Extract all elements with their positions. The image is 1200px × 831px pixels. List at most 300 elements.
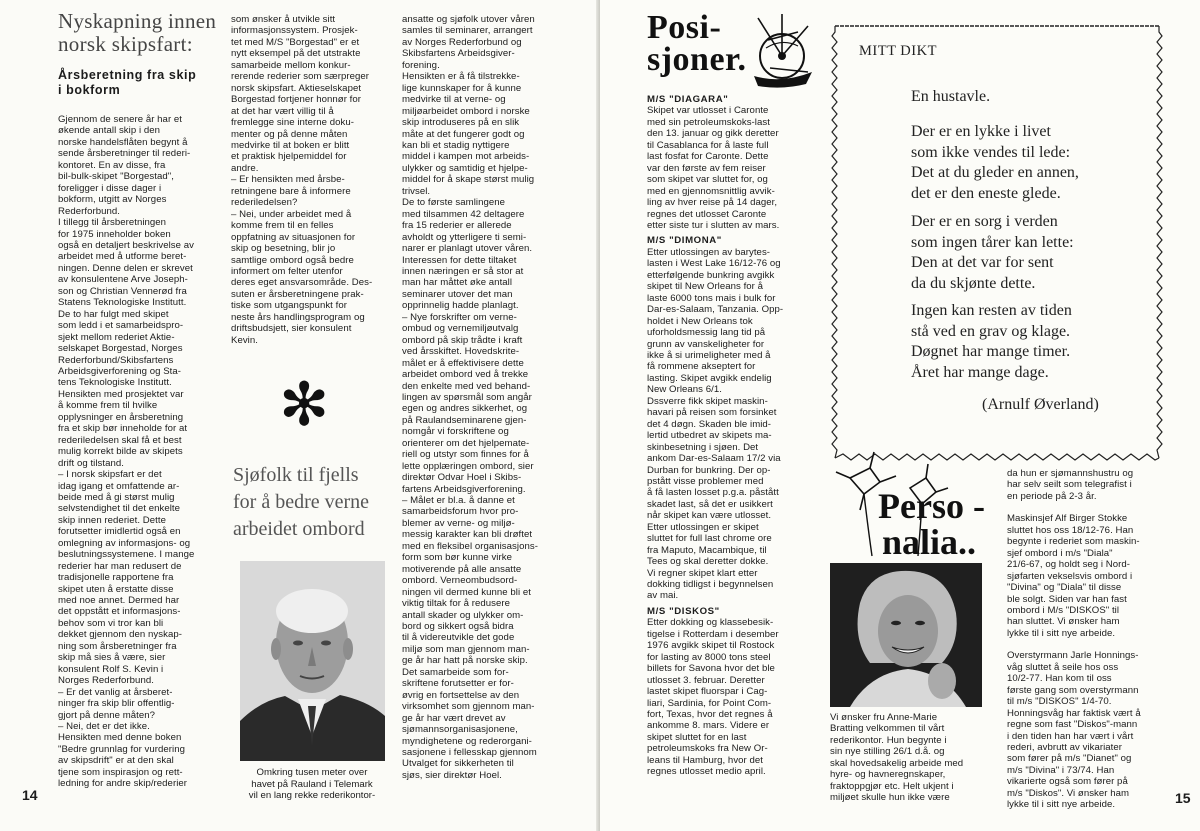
text-line: andre. xyxy=(231,162,259,174)
text-line: skipet sluttet for en last xyxy=(647,731,747,743)
text-line: fra et skip bør inneholde for at xyxy=(58,423,188,435)
page-number-right: 15 xyxy=(1175,790,1191,806)
text-line: suten er årsberetningene prak- xyxy=(231,288,364,300)
text-line: etterfølgende bunkring avgikk xyxy=(647,269,775,281)
text-line: rederikontor. Hun begynte i xyxy=(830,734,947,746)
text-line: som fører på m/s "Dianet" og xyxy=(1007,753,1132,765)
poem-stanza-2 xyxy=(911,212,1074,294)
text-line: måte at det fungerer godt og xyxy=(402,128,525,140)
text-line: – Nye forskrifter om verne- xyxy=(402,311,517,323)
text-line: arbeidet med å utforme beret- xyxy=(58,251,187,263)
text-line: skip og besetning, blir jo xyxy=(231,243,336,255)
text-line: Arbeidsgiverforening og Sta- xyxy=(58,365,181,377)
text-line: skadet last, så det er usikkert xyxy=(647,498,773,510)
portrait-photo xyxy=(240,561,385,761)
text-line: et praktisk hjelpemiddel for xyxy=(231,151,347,163)
text-line: driftsbudsjett, sier konsulent xyxy=(231,323,352,335)
text-line: beide med å gi størst mulig xyxy=(58,491,175,503)
text-line: skip introduseres på en slik xyxy=(402,117,520,129)
text-line: virksomhet som gjennom man- xyxy=(402,701,535,713)
headline xyxy=(58,10,216,56)
caption-line: havet på Rauland i Telemark xyxy=(251,778,373,790)
text-line: lastet skipet fluorspar i Cag- xyxy=(647,686,768,698)
text-line: Det samarbeide som for- xyxy=(402,666,509,678)
text-line: motiverende på alle ansatte xyxy=(402,563,522,575)
text-line: rederi, avbrutt av vikariater xyxy=(1007,741,1123,753)
text-line: har selv seilt som telegrafist i xyxy=(1007,479,1132,491)
text-line: tet med M/S "Borgestad" er et xyxy=(231,36,360,48)
text-line: for 1975 inneholder boken xyxy=(58,228,171,240)
text-line: ningen. Denne delen er skrevet xyxy=(58,262,193,274)
portrait-caption xyxy=(232,767,392,802)
text-line: informasjonssystem. Prosjek- xyxy=(231,25,358,37)
poem-line: Der er en sorg i verden xyxy=(911,213,1058,230)
text-line: norsk skipsfart. Aktieselskapet xyxy=(231,82,362,94)
text-line: fartens Arbeidsgiverforening. xyxy=(402,483,526,495)
text-line: holdet i New Orleans tok xyxy=(647,315,753,327)
text-line: en periode på 2-3 år. xyxy=(1007,490,1097,502)
text-line: Gjennom de senere år har et xyxy=(58,114,183,125)
text-line: han sluttet. Vi ønsker ham xyxy=(1007,616,1120,628)
text-line: – Er hensikten med årsbe- xyxy=(231,174,345,186)
text-line: middel i kampen mot arbeids- xyxy=(402,151,530,163)
text-line: som ønsker å utvikle sitt xyxy=(231,14,336,25)
text-line: m/s "Divina" i 73/74. Han xyxy=(1007,764,1115,776)
text-line: Vi regner skipet klart etter xyxy=(647,567,758,579)
text-line: ankom Dar-es-Salaam 17/2 via xyxy=(647,453,781,465)
text-line: Vi ønsker fru Anne-Marie xyxy=(830,712,938,723)
text-line: bord og sikkert også bidra xyxy=(402,621,514,633)
text-line: skip må sies å være, sier xyxy=(58,652,166,664)
text-line: opprinnelig hadde planlagt. xyxy=(402,300,519,312)
text-line: sjømannsorganisasjonene, xyxy=(402,724,518,736)
text-line: last fosfat for Caronte. Dette xyxy=(647,151,769,163)
text-line: Dar-es-Salaam, Tanzania. Opp- xyxy=(647,304,784,316)
poem-label: MITT DIKT xyxy=(859,43,937,59)
text-line: messig karakter kan bli drøftet xyxy=(402,529,533,541)
text-line: øvrig en fortsettelse av den xyxy=(402,689,520,701)
text-line: son og Christian Vennerød fra xyxy=(58,285,187,297)
text-line: lingen av spørsmål som angår xyxy=(402,391,532,403)
text-line: sluttet hos oss 18/12-76. Han xyxy=(1007,524,1134,536)
poem-line: Ingen kan resten av tiden xyxy=(911,302,1072,319)
text-line: Overstyrmann Jarle Honnings- xyxy=(1007,650,1139,662)
poem-line: Den at det var for sent xyxy=(911,254,1054,271)
text-line: direktør Odvar Hoel i Skibs- xyxy=(402,472,522,484)
text-line: skriftene forutsetter er for- xyxy=(402,678,514,690)
text-line: skipet til New Orleans for å xyxy=(647,281,764,293)
posisjoner-line: Posi- xyxy=(647,9,722,46)
text-line: sjef ombord i m/s "Diala" xyxy=(1007,547,1113,559)
personalia-heading xyxy=(878,488,985,560)
text-line: Etter dokking og klassebesik- xyxy=(647,617,774,629)
text-line: I tillegg til årsberetningen xyxy=(58,217,167,229)
text-line: Statens Teknologiske Institutt. xyxy=(58,297,187,309)
text-line: forutsetter imidlertid også en xyxy=(58,526,181,538)
text-line: nomgår vi forskriftene og xyxy=(402,426,509,438)
text-line: fra 15 rederier er allerede xyxy=(402,220,512,232)
text-line: ningen vil dermed kunne bli et xyxy=(402,586,531,598)
text-line: lasten i West Lake 16/12-76 og xyxy=(647,258,781,270)
text-line: var den første av fem reiser xyxy=(647,162,766,174)
posisjoner-heading xyxy=(647,9,747,78)
text-line: deres eget ansvarsområde. Des- xyxy=(231,277,373,289)
text-line: Norges Rederforbund. xyxy=(58,675,154,687)
text-line: at det har vært villig til å xyxy=(231,105,334,117)
text-line: etter siste tur i slutten av mars. xyxy=(647,219,780,231)
text-line: skal hovedsakelig arbeide med xyxy=(830,757,964,769)
personalia-column xyxy=(1007,468,1167,811)
text-line: fremlegge sine interne doku- xyxy=(231,117,354,129)
text-line: – Målet er bl.a. å danne et xyxy=(402,495,515,507)
text-line: lasting. Skipet avgikk endelig xyxy=(647,372,772,384)
text-line: lette opplæringen ombord, sier xyxy=(402,460,534,472)
ship-heading: M/S "DIAGARA" xyxy=(647,94,729,105)
text-line: samarbeidsforum hvor pro- xyxy=(402,506,519,518)
text-line: tjene som inspirasjon og rett- xyxy=(58,766,183,778)
text-line xyxy=(1007,502,1167,513)
text-line: uforholdsmessig lang tid på xyxy=(647,327,766,339)
section-title-line: Årsberetning fra skip xyxy=(58,68,197,82)
text-line: rederier har man redusert de xyxy=(58,560,182,572)
text-line: regnes utlosset medio april. xyxy=(647,766,766,778)
text-line: – Nei, under arbeidet med å xyxy=(231,208,352,220)
text-line: ikke å si urimeligheter med å xyxy=(647,349,771,361)
text-line: Rederforbund/Skibsfartens xyxy=(58,354,174,366)
text-line: Bratting velkommen til vårt xyxy=(830,723,945,735)
text-line: Etter utlossingen av barytes- xyxy=(647,246,771,258)
text-line: på Raulandseminarene gjen- xyxy=(402,414,527,426)
text-line: rerende rederier som særpreger xyxy=(231,71,369,83)
text-line: i den tiden han har vært i vårt xyxy=(1007,730,1134,742)
text-line: narer er planlagt utover våren. xyxy=(402,243,533,255)
caption-line: vil en lang rekke rederikontor- xyxy=(248,790,376,801)
text-line: Rederforbund. xyxy=(58,205,120,217)
article-column-1 xyxy=(58,114,216,790)
text-line: nytt eksempel på det utstrakte xyxy=(231,48,361,60)
text-line: som skipet var sluttet for, og xyxy=(647,174,768,186)
text-line: middel for å skape størst mulig xyxy=(402,174,535,186)
text-line: riell og utstyr som finnes for å xyxy=(402,449,529,461)
text-line: ombord på skip trådte i kraft xyxy=(402,334,523,346)
text-line: som ledd i et samarbeidspro- xyxy=(58,320,184,332)
text-line xyxy=(1007,639,1167,650)
text-line: antall skader og ulykker om- xyxy=(402,609,524,621)
text-line: liari, Sardinia, for Point Com- xyxy=(647,697,772,709)
text-line: selskapet Borgestad, Norges xyxy=(58,343,183,355)
text-line: skip innen rederiet. Dette xyxy=(58,514,166,526)
text-line: dokking tidligst i begynnelsen xyxy=(647,579,774,591)
text-line: orienterer om det hjelpemate- xyxy=(402,437,530,449)
portrait-man-image xyxy=(240,561,385,761)
poem-line: som ingen tårer kan lette: xyxy=(911,233,1074,251)
text-line: informert om felter utenfor xyxy=(231,265,343,277)
text-line: 10/2-77. Han kom til oss xyxy=(1007,673,1112,685)
text-line: tens Teknologiske Institutt. xyxy=(58,377,172,389)
text-line: behov som vi tror kan bli xyxy=(58,617,164,629)
text-line: Borgestad fortjener honnør for xyxy=(231,94,362,106)
text-line: tradisjonelle rapportene fra xyxy=(58,572,174,584)
poem-line: da du skjønte dette. xyxy=(911,274,1036,292)
text-line: ge år har hatt på norske skip. xyxy=(402,655,528,667)
text-line: petroleumskoks fra New Or- xyxy=(647,743,768,755)
text-line: sin nye stilling 26/1 d.å. og xyxy=(830,746,945,758)
text-line: blemer av verne- og miljø- xyxy=(402,517,515,529)
text-line: økende antall skip i den xyxy=(58,125,160,137)
right-page xyxy=(600,0,1200,831)
text-line: våg sluttet å seile hos oss xyxy=(1007,661,1119,673)
text-line: arbeidet ombord ved å trekke xyxy=(402,369,529,381)
text-line: 1976 avgikk skipet til Rostock xyxy=(647,640,775,652)
text-line: av mai. xyxy=(647,590,679,602)
text-line: det 4 døgn. Skaden ble imid- xyxy=(647,418,772,430)
poem-line: Året har mange dage. xyxy=(911,363,1049,381)
asterisk-ornament: ✻ xyxy=(279,370,330,440)
text-line: avholdt og ytterligere ti semi- xyxy=(402,231,527,243)
text-line: laste 6000 tons mais i bulk for xyxy=(647,292,776,304)
text-line: med sin petroleumskoks-last xyxy=(647,116,770,128)
text-line: ge år har vært drevet av xyxy=(402,712,506,724)
headline-line: norsk skipsfart: xyxy=(58,32,193,56)
personalia-line: Perso - xyxy=(878,486,985,526)
text-line: grunn av vanskeligheter for xyxy=(647,338,765,350)
woman-photo xyxy=(830,563,982,707)
text-line: forening. xyxy=(402,59,440,71)
text-line: fraktoppgjør etc. Helt ukjent i xyxy=(830,780,954,792)
poem-line: som ikke vendes til lede: xyxy=(911,143,1071,161)
text-line: pstått visse problemer med xyxy=(647,475,764,487)
text-line: Hensikten med prosjektet var xyxy=(58,388,184,400)
text-line: tigelse i Rotterdam i desember xyxy=(647,628,779,640)
text-line: bokform, utgitt av Norges xyxy=(58,194,167,206)
text-line: foreligger i disse dager i xyxy=(58,182,162,194)
text-line: med en gjennomsnittlig avvik- xyxy=(647,185,775,197)
text-line: kontoret. En av disse, fra xyxy=(58,159,166,171)
text-line: ved årsskiftet. Hovedskrite- xyxy=(402,346,520,358)
text-line: til Casablanca for å laste full xyxy=(647,139,769,151)
text-line: ombud og vernemiljøutvalg xyxy=(402,323,519,335)
text-line: første gang som overstyrmann xyxy=(1007,684,1139,696)
text-line: lykke til i sitt nye arbeide. xyxy=(1007,799,1116,811)
text-line: ble solgt. Siden var han fast xyxy=(1007,593,1127,605)
subhead-line: Sjøfolk til fjells xyxy=(233,464,359,486)
text-line: myndighetene og rederorgani- xyxy=(402,735,532,747)
text-line: drift og tilstand. xyxy=(58,457,124,469)
portrait-woman-image xyxy=(830,563,982,707)
text-line: ankomme 8. mars. Videre er xyxy=(647,720,770,732)
text-line: lykke til i sitt nye arbeide. xyxy=(1007,627,1116,639)
text-line: mulig korrekt bilde av skipets xyxy=(58,446,183,458)
headline-line: Nyskapning innen xyxy=(58,9,217,33)
text-line: man har måttet øke antall xyxy=(402,277,513,289)
text-line: Utvalget for sikkerheten til xyxy=(402,758,514,770)
poem-line: Der er en lykke i livet xyxy=(911,123,1051,140)
text-line: når skipet kan være utlosset. xyxy=(647,510,772,522)
personalia-line: nalia.. xyxy=(882,522,977,562)
text-line: rederiledelsen? xyxy=(231,197,298,209)
text-line: den 13. januar og gikk deretter xyxy=(647,128,779,140)
text-line: Skibsfartens Arbeidsgiver- xyxy=(402,48,515,60)
ship-drawing-icon xyxy=(748,12,816,92)
poem-box xyxy=(829,20,1165,465)
text-line: ninger fra skip blir offentlig- xyxy=(58,698,175,710)
text-line: fort, Texas, hvor det regnes å xyxy=(647,709,773,721)
text-line: hyre- og havneregnskaper, xyxy=(830,769,946,781)
text-line: 21/6-67, og holdt seg i Nord- xyxy=(1007,559,1131,571)
text-line: New Orleans 6/1. xyxy=(647,384,722,396)
text-line: Hensikten er å få tilstrekke- xyxy=(402,71,520,83)
poem-line: Det at du gleder en annen, xyxy=(911,164,1079,181)
text-line: med noe annet. Dermed har xyxy=(58,595,180,607)
text-line: få rommene akseptert for xyxy=(647,361,756,373)
text-line: til å videreutvikle det gode xyxy=(402,632,515,644)
text-line: rederiledelsen skal få et best xyxy=(58,434,182,446)
text-line: ledning for andre skip/rederier xyxy=(58,778,188,790)
poem-stanza-3 xyxy=(911,301,1072,383)
text-line: oppfatning av situasjonen for xyxy=(231,231,356,243)
text-line: ombord. Verneombudsord- xyxy=(402,575,518,587)
text-line: sende årsberetninger til rederi- xyxy=(58,148,191,160)
text-line: samarbeide mellom konkur- xyxy=(231,59,351,71)
poem-line: det er den eneste glede. xyxy=(911,184,1061,202)
text-line: av skipsdrift" er at den skal xyxy=(58,755,174,767)
text-line: da hun er sjømannshustru og xyxy=(1007,468,1134,479)
page-number-left: 14 xyxy=(22,787,38,803)
poem-author: (Arnulf Øverland) xyxy=(982,396,1099,413)
text-line: målet er å effektivisere dette xyxy=(402,357,524,369)
text-line: neste års handlingsprogram og xyxy=(231,311,365,323)
text-line: sjøfarten vekselsvis ombord i xyxy=(1007,570,1133,582)
text-line: – I norsk skipsfart er det xyxy=(58,469,162,481)
text-line: miljø som man gjennom man- xyxy=(402,643,530,655)
text-line: "Bedre grunnlag for vurdering xyxy=(58,743,185,755)
text-line: sjekt mellom rederiet Aktie- xyxy=(58,331,175,343)
posisjoner-line: sjoner. xyxy=(647,41,747,78)
text-line: lertid utbedret av skipets ma- xyxy=(647,430,772,442)
personalia-caption xyxy=(830,712,986,804)
text-line: til m/s "DISKOS" 1/4-70. xyxy=(1007,696,1112,708)
text-line: lige kunnskaper for å kunne xyxy=(402,82,522,94)
text-line: billets for Savona hvor det ble xyxy=(647,663,775,675)
text-line: fra Maputo, Macambique, til xyxy=(647,544,767,556)
text-line: menter og på denne måten xyxy=(231,128,348,140)
text-line: samtlige ombord også bedre xyxy=(231,254,354,266)
text-line: konsulent Rolf S. Kevin i xyxy=(58,663,164,675)
text-line: Skipet var utlosset i Caronte xyxy=(647,105,769,117)
text-line: form som bør kunne virke xyxy=(402,552,512,564)
text-line: ombord i M/s "DISKOS" til xyxy=(1007,604,1120,616)
text-line: regne som fast "Diskos"-mann xyxy=(1007,719,1138,731)
text-line: Durban for bunkring. Der op- xyxy=(647,464,771,476)
text-line: begynte i rederiet som maskin- xyxy=(1007,536,1140,548)
text-line: viktig tiltak for å redusere xyxy=(402,598,511,610)
text-line: ansatte og sjøfolk utover våren xyxy=(402,14,535,25)
text-line: ulykker og samtidig et hjelpe- xyxy=(402,162,528,174)
text-line: Etter utlossingen er skipet xyxy=(647,521,759,533)
text-line: samles til seminarer, arrangert xyxy=(402,25,533,37)
text-line: med en fleksibel organisasjons- xyxy=(402,540,538,552)
text-line: vikarierte også som fører på xyxy=(1007,776,1128,788)
text-line: sasjonene i fellesskap gjennom xyxy=(402,747,537,758)
article-column-2 xyxy=(231,14,387,346)
poem-line: Døgnet har mange timer. xyxy=(911,343,1071,360)
text-line: – Er det vanlig at årsberet- xyxy=(58,686,173,698)
subhead-line: for å bedre verne xyxy=(233,491,370,513)
text-line: "Divina" og "Diala" til disse xyxy=(1007,582,1122,594)
section-title xyxy=(58,68,196,98)
text-line: utlosset 3. februar. Deretter xyxy=(647,674,765,686)
poem-line: stå ved en grav og klage. xyxy=(911,322,1071,340)
text-line: ling av hver reise på 14 dager, xyxy=(647,197,778,209)
text-line: gjort på denne måten? xyxy=(58,709,156,721)
text-line: med tilsammen 42 deltagere xyxy=(402,208,525,220)
text-line: for lasting av 8000 tons steel xyxy=(647,651,771,663)
text-line: Honningsvåg har faktisk vært å xyxy=(1007,707,1141,719)
text-line: regnes det utlosset Caronte xyxy=(647,208,767,220)
text-line: leans til Hamburg, hvor det xyxy=(647,754,763,766)
text-line: medvirke til at boken er blitt xyxy=(231,139,350,151)
text-line: å få lasten losset p.g.a. påstått xyxy=(647,487,779,499)
text-line: trivsel. xyxy=(402,185,431,197)
text-line: tiske som utgangspunkt for xyxy=(231,300,347,312)
text-line: havari på reisen som forsinket xyxy=(647,407,777,419)
text-line: skinbesetning i sjøen. Det xyxy=(647,441,759,453)
text-line: norske handelsflåten begynt å xyxy=(58,136,188,148)
text-line: De to første samlingene xyxy=(402,197,505,209)
text-line: Dssverre fikk skipet maskin- xyxy=(647,395,768,407)
text-line: sluttet for full last chrome ore xyxy=(647,533,772,545)
text-line: komme frem til en felles xyxy=(231,220,334,232)
text-line: det oppstått et informasjons- xyxy=(58,606,181,618)
text-line: Kevin. xyxy=(231,334,258,346)
text-line: av Norges Rederforbund og xyxy=(402,36,522,48)
text-line: sjøs, sier direktør Hoel. xyxy=(402,769,502,781)
text-line: retningene bare å informere xyxy=(231,185,351,197)
text-line: den enkelte med ved behand- xyxy=(402,380,531,392)
text-line: medvirke til at verne- og xyxy=(402,94,506,106)
text-line: m/s "Diskos". Vi ønsker ham xyxy=(1007,787,1130,799)
text-line: opplysninger en årsberetning xyxy=(58,411,184,423)
ship-positions-column xyxy=(647,94,813,778)
text-line: seminarer utover det man xyxy=(402,288,513,300)
subhead xyxy=(233,462,369,543)
section-title-line: i bokform xyxy=(58,83,121,97)
caption-line: Omkring tusen meter over xyxy=(256,767,368,778)
text-line: innen næringen er så stor at xyxy=(402,265,524,277)
text-line: av konsulentene Arve Joseph- xyxy=(58,274,188,286)
text-line: – Nei, det er det ikke. xyxy=(58,721,150,733)
text-line: Tees og skal deretter dokke. xyxy=(647,556,769,568)
text-line: omlegning av informasjons- og xyxy=(58,537,191,549)
text-line: idag igang et omfattende ar- xyxy=(58,480,180,492)
poem-title: En hustavle. xyxy=(911,88,991,105)
text-line: miljøet skulle hun ikke være xyxy=(830,792,950,804)
text-line: dekket gjennom den nyskap- xyxy=(58,629,182,641)
text-line: selvstendighet til det enkelte xyxy=(58,503,181,515)
text-line: beslutningssystemene. I mange xyxy=(58,549,195,561)
text-line: å komme frem til hvilke xyxy=(58,400,158,412)
text-line: kan bli et stadig nyttigere xyxy=(402,139,510,151)
ship-heading: M/S "DIMONA" xyxy=(647,235,722,247)
text-line: egen og andres sikkerhet, og xyxy=(402,403,528,415)
text-line: også en detaljert beskrivelse av xyxy=(58,239,194,251)
ship-heading: M/S "DISKOS" xyxy=(647,605,720,617)
article-column-3 xyxy=(402,14,574,781)
text-line: Hensikten med denne boken xyxy=(58,732,182,744)
text-line: De to har fulgt med skipet xyxy=(58,308,169,320)
poem-stanza-1 xyxy=(911,122,1079,204)
text-line: bil-bulk-skipet "Borgestad", xyxy=(58,171,174,183)
